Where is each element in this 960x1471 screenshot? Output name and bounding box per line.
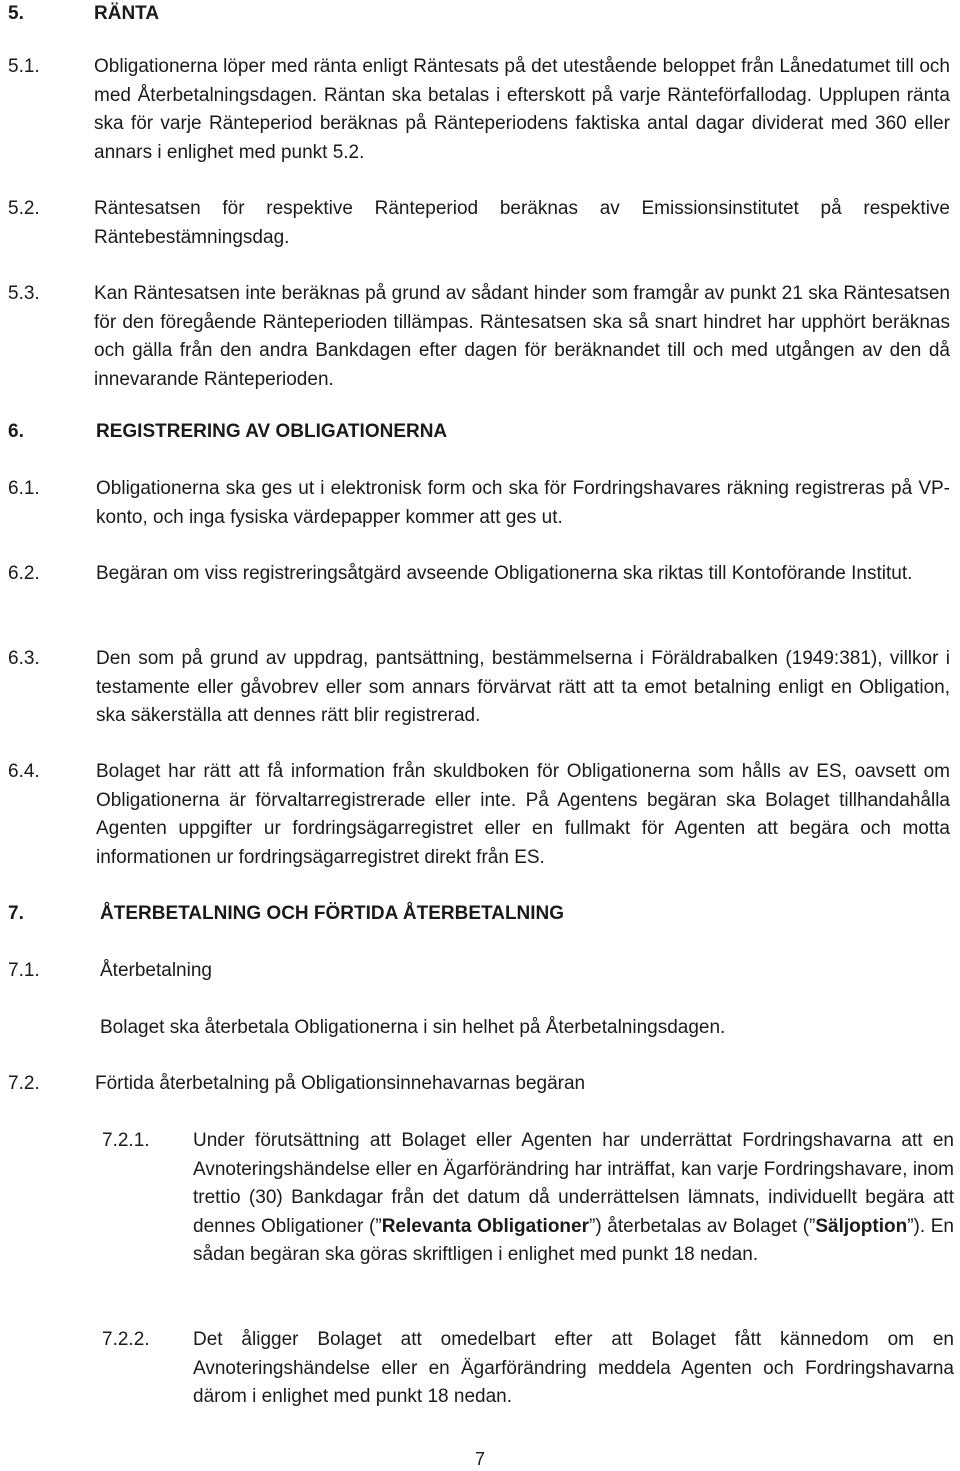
section-title: ÅTERBETALNING OCH FÖRTIDA ÅTERBETALNING (100, 903, 565, 924)
clause-number: 7.1. (8, 960, 40, 981)
clause-heading: Förtida återbetalning på Obligationsinnehavarnas begäran (95, 1073, 586, 1094)
clause-text: Kan Räntesatsen inte beräknas på grund av sådant hinder som framgår av punkt 21 ska Räntesatsen för den föregående Ränteperioden tillämpas. Räntesatsen ska så snart hindret har upphört beräknas och gälla från den andra Bankdagen efter dagen för beräknandet till och med utgången av den då innevarande Ränteperioden. (94, 283, 950, 390)
clause-number: 6.4. (8, 761, 40, 782)
clause-number: 7.2.2. (102, 1329, 150, 1350)
clause-number: 5.1. (8, 56, 40, 77)
clause-number: 5.2. (8, 198, 40, 219)
clause-text: Det åligger Bolaget att omedelbart efter att Bolaget fått kännedom om en Avnoteringshändelse eller en Ägarförändring meddela Agenten och Fordringshavarna därom i enlighet med punkt 18 nedan. (193, 1329, 954, 1408)
defined-term: Relevanta Obligationer (381, 1215, 589, 1237)
clause-text: Obligationerna ska ges ut i elektronisk form och ska för Fordringshavares räkning registreras på VP-konto, och inga fysiska värdepapper kommer att ges ut. (96, 478, 950, 528)
clause-number: 5.3. (8, 283, 40, 304)
section-number: 5. (8, 3, 24, 24)
clause-text: Räntesatsen för respektive Ränteperiod beräknas av Emissionsinstitutet på respektive Räntebestämningsdag. (94, 198, 950, 248)
clause-text-part: ”). En sådan begäran ska göras skriftligen i enlighet med punkt 18 nedan. (193, 1215, 954, 1266)
clause-number: 6.1. (8, 478, 40, 499)
clause-number: 7.2.1. (102, 1130, 150, 1151)
section-title: REGISTRERING AV OBLIGATIONERNA (96, 421, 448, 442)
section-number: 7. (8, 903, 24, 924)
page-number: 7 (474, 1449, 485, 1469)
clause-number: 6.2. (8, 563, 40, 584)
defined-term: Säljoption (815, 1215, 908, 1237)
section-title: RÄNTA (94, 3, 160, 24)
clause-text-part: ”) återbetalas av Bolaget (” (589, 1215, 816, 1237)
clause-number: 7.2. (8, 1073, 40, 1094)
section-number: 6. (8, 421, 24, 442)
clause-text: Bolaget har rätt att få information från skuldboken för Obligationerna som hålls av ES, oavsett om Obligationerna är förvaltarregistrerade eller inte. På Agentens begäran ska Bolaget tillhandahålla Agenten uppgifter ur fordringsägarregistret eller en fullmakt för Agenten att begära och motta informationen ur fordringsägarregistret direkt från ES. (96, 761, 950, 868)
clause-text: Obligationerna löper med ränta enligt Räntesats på det utestående beloppet från Lånedatumet till och med Återbetalningsdagen. Räntan ska betalas i efterskott på varje Ränteförfallodag. Upplupen ränta ska för varje Ränteperiod beräknas på Ränteperiodens faktiska antal dagar dividerat med 360 eller annars i enlighet med punkt 5.2. (94, 56, 950, 163)
clause-text: Begäran om viss registreringsåtgärd avseende Obligationerna ska riktas till Kontoförande Institut. (96, 563, 913, 584)
clause-heading: Återbetalning (100, 960, 212, 981)
clause-text: Bolaget ska återbetala Obligationerna i sin helhet på Återbetalningsdagen. (100, 1017, 726, 1038)
clause-number: 6.3. (8, 648, 40, 669)
clause-text: Den som på grund av uppdrag, pantsättning, bestämmelserna i Föräldrabalken (1949:381), villkor i testamente eller gåvobrev eller som annars förvärvat rätt att ta emot betalning enligt en Obligation, ska säkerställa att dennes rätt blir registrerad. (96, 648, 950, 727)
clause-text (193, 1127, 954, 1270)
clause-text-part: Under förutsättning att Bolaget eller Agenten har underrättat Fordringshavarna att en Avnoteringshändelse eller en Ägarförändring har inträffat, kan varje Fordringshavare, inom trettio (30) Bankdagar från det datum då underrättelsen lämnats, individuellt begära att dennes Obligationer (” (193, 1130, 954, 1237)
